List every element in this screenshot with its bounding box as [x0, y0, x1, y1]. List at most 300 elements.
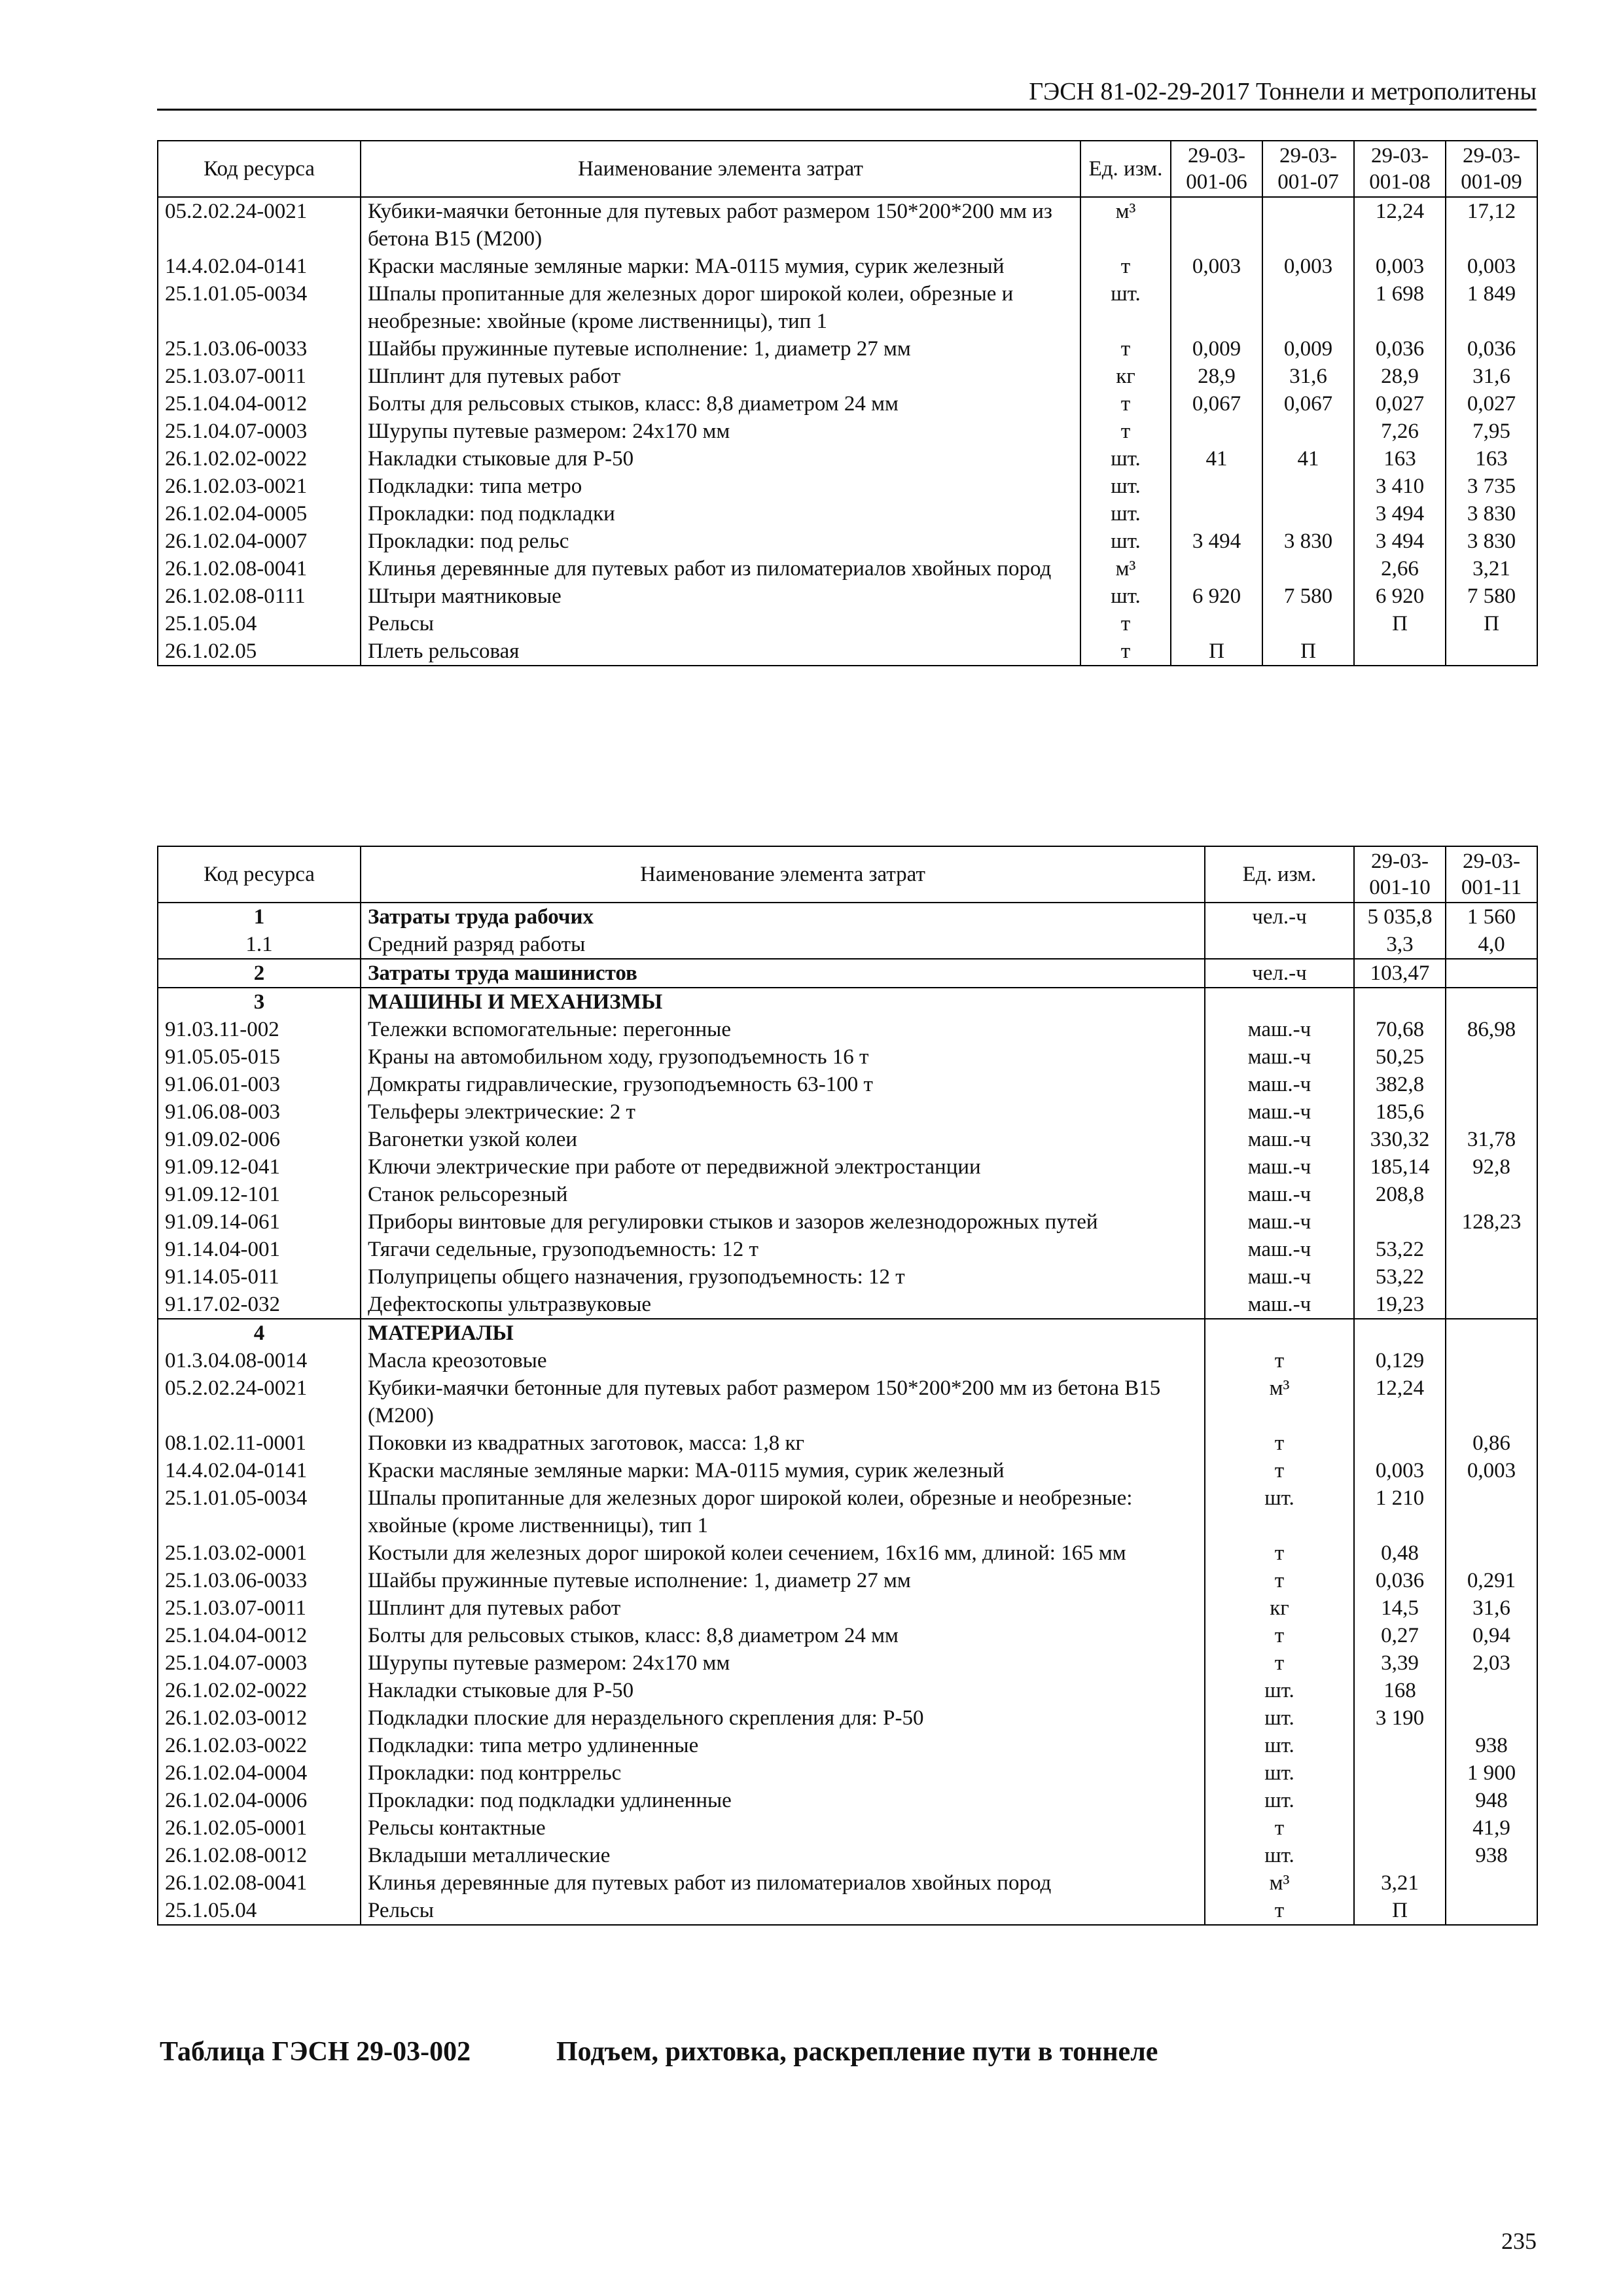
cost-element-name: Шайбы пружинные путевые исполнение: 1, диаметр 27 мм	[361, 335, 1080, 363]
norm-value	[1171, 610, 1262, 637]
norm-value: 330,32	[1354, 1126, 1446, 1153]
norm-value	[1446, 1704, 1537, 1732]
norm-value	[1171, 555, 1262, 583]
resource-code: 26.1.02.03-0012	[158, 1704, 361, 1732]
cost-element-name: Домкраты гидравлические, грузоподъемность 63-100 т	[361, 1071, 1205, 1098]
col-header-norm: 29-03-001-11	[1446, 846, 1537, 903]
table-row	[158, 1677, 1537, 1704]
section-table-title: Подъем, рихтовка, раскрепление пути в тоннеле	[556, 2037, 1158, 2067]
norm-value: 6 920	[1171, 583, 1262, 610]
unit: шт.	[1080, 583, 1171, 610]
table-row	[158, 1897, 1537, 1925]
norm-value: 3 830	[1262, 528, 1354, 555]
table-row	[158, 1347, 1537, 1374]
norm-value	[1446, 1484, 1537, 1539]
resource-code: 14.4.02.04-0141	[158, 1457, 361, 1484]
cost-element-name: Шпалы пропитанные для железных дорог широкой колеи, обрезные и необрезные: хвойные (кроме лиственницы), тип 1	[361, 1484, 1205, 1539]
table-row	[158, 1814, 1537, 1842]
resource-code: 25.1.03.07-0011	[158, 1594, 361, 1622]
norm-value: 185,6	[1354, 1098, 1446, 1126]
norm-value: 0,86	[1446, 1429, 1537, 1457]
norm-value: 4,0	[1446, 931, 1537, 959]
norm-value: 92,8	[1446, 1153, 1537, 1181]
norm-value: 7 580	[1446, 583, 1537, 610]
norm-value: 3 494	[1171, 528, 1262, 555]
norm-value	[1354, 1429, 1446, 1457]
table-row	[158, 445, 1537, 473]
cost-element-name: Подкладки: типа метро	[361, 473, 1080, 500]
table-row	[158, 1704, 1537, 1732]
resource-code: 91.09.02-006	[158, 1126, 361, 1153]
unit: т	[1080, 418, 1171, 445]
resource-code: 1	[158, 903, 361, 931]
running-header: ГЭСН 81-02-29-2017 Тоннели и метрополитены	[1029, 78, 1537, 105]
table-row	[158, 253, 1537, 280]
table-row	[158, 528, 1537, 555]
resource-code: 91.09.14-061	[158, 1208, 361, 1236]
cost-element-name: Болты для рельсовых стыков, класс: 8,8 диаметром 24 мм	[361, 1622, 1205, 1649]
unit: маш.-ч	[1205, 1043, 1354, 1071]
table-row	[158, 1732, 1537, 1759]
cost-element-name: Рельсы	[361, 610, 1080, 637]
resource-code: 26.1.02.04-0007	[158, 528, 361, 555]
unit	[1205, 931, 1354, 959]
cost-element-name: Подкладки: типа метро удлиненные	[361, 1732, 1205, 1759]
cost-element-name: Костыли для железных дорог широкой колеи сечением, 16х16 мм, длиной: 165 мм	[361, 1539, 1205, 1567]
norm-value	[1262, 555, 1354, 583]
unit: маш.-ч	[1205, 1263, 1354, 1291]
resource-code: 26.1.02.04-0004	[158, 1759, 361, 1787]
norm-value: 3 410	[1354, 473, 1446, 500]
norm-value	[1446, 1374, 1537, 1429]
norm-value: 0,291	[1446, 1567, 1537, 1594]
cost-element-name: Шплинт для путевых работ	[361, 1594, 1205, 1622]
table-row	[158, 280, 1537, 335]
norm-value	[1446, 1263, 1537, 1291]
table-row	[158, 1842, 1537, 1869]
cost-element-name: Вагонетки узкой колеи	[361, 1126, 1205, 1153]
resource-code: 08.1.02.11-0001	[158, 1429, 361, 1457]
norm-value: 0,036	[1446, 335, 1537, 363]
col-header-norm: 29-03-001-06	[1171, 141, 1262, 197]
resource-code: 25.1.03.02-0001	[158, 1539, 361, 1567]
unit: шт.	[1205, 1732, 1354, 1759]
norm-value: 0,003	[1171, 253, 1262, 280]
resource-code: 26.1.02.05-0001	[158, 1814, 361, 1842]
table-row	[158, 500, 1537, 528]
table-row	[158, 1208, 1537, 1236]
norm-value: 0,003	[1354, 1457, 1446, 1484]
resource-code: 25.1.05.04	[158, 1897, 361, 1925]
norm-value: 70,68	[1354, 1016, 1446, 1043]
norm-value: 2,03	[1446, 1649, 1537, 1677]
norm-value: 31,6	[1446, 1594, 1537, 1622]
table-header-row	[158, 141, 1537, 197]
table-row	[158, 1429, 1537, 1457]
norm-value: 3 830	[1446, 528, 1537, 555]
table-row	[158, 1319, 1537, 1347]
unit: маш.-ч	[1205, 1181, 1354, 1208]
norm-value: П	[1354, 1897, 1446, 1925]
cost-element-name: Вкладыши металлические	[361, 1842, 1205, 1869]
col-header-code: Код ресурса	[158, 846, 361, 903]
unit: м³	[1080, 197, 1171, 253]
unit: т	[1205, 1897, 1354, 1925]
unit: т	[1205, 1649, 1354, 1677]
norm-value	[1262, 280, 1354, 335]
cost-element-name: Накладки стыковые для Р-50	[361, 445, 1080, 473]
cost-element-name: Приборы винтовые для регулировки стыков и зазоров железнодорожных путей	[361, 1208, 1205, 1236]
norm-value: 1 698	[1354, 280, 1446, 335]
resource-code: 91.17.02-032	[158, 1291, 361, 1319]
norm-value: 53,22	[1354, 1236, 1446, 1263]
table-row	[158, 1869, 1537, 1897]
norm-value	[1262, 473, 1354, 500]
norm-value: 0,129	[1354, 1347, 1446, 1374]
unit: кг	[1205, 1594, 1354, 1622]
norm-value: 0,036	[1354, 335, 1446, 363]
resource-code: 25.1.03.06-0033	[158, 1567, 361, 1594]
cost-element-name: Шпалы пропитанные для железных дорог широкой колеи, обрезные и необрезные: хвойные (кроме лиственницы), тип 1	[361, 280, 1080, 335]
cost-element-name: Прокладки: под подкладки	[361, 500, 1080, 528]
resource-code: 91.14.05-011	[158, 1263, 361, 1291]
cost-element-name: Дефектоскопы ультразвуковые	[361, 1291, 1205, 1319]
norm-value: 208,8	[1354, 1181, 1446, 1208]
norm-value: 7,26	[1354, 418, 1446, 445]
norm-value: 938	[1446, 1732, 1537, 1759]
cost-element-name: Полуприцепы общего назначения, грузоподъемность: 12 т	[361, 1263, 1205, 1291]
table-row	[158, 1236, 1537, 1263]
norm-value	[1446, 1291, 1537, 1319]
norm-value: 12,24	[1354, 1374, 1446, 1429]
col-header-norm: 29-03-001-09	[1446, 141, 1537, 197]
cost-element-name: Кубики-маячки бетонные для путевых работ размером 150*200*200 мм из бетона В15 (М200)	[361, 197, 1080, 253]
norm-value: 163	[1446, 445, 1537, 473]
resource-code: 26.1.02.04-0005	[158, 500, 361, 528]
norm-value	[1354, 1208, 1446, 1236]
table-row	[158, 1016, 1537, 1043]
norm-value: 41,9	[1446, 1814, 1537, 1842]
resource-code: 91.05.05-015	[158, 1043, 361, 1071]
unit: т	[1205, 1457, 1354, 1484]
norm-value: 0,027	[1354, 390, 1446, 418]
unit: м³	[1205, 1374, 1354, 1429]
table-row	[158, 1539, 1537, 1567]
unit	[1205, 988, 1354, 1016]
table-row	[158, 1126, 1537, 1153]
norm-value: П	[1354, 610, 1446, 637]
norm-value: 0,067	[1262, 390, 1354, 418]
norm-value	[1354, 637, 1446, 666]
resource-code: 25.1.04.07-0003	[158, 1649, 361, 1677]
unit: т	[1080, 610, 1171, 637]
col-header-norm: 29-03-001-07	[1262, 141, 1354, 197]
norm-value	[1354, 1842, 1446, 1869]
table-row	[158, 1457, 1537, 1484]
cost-element-name: Клинья деревянные для путевых работ из пиломатериалов хвойных пород	[361, 1869, 1205, 1897]
norm-value: 128,23	[1446, 1208, 1537, 1236]
unit: шт.	[1080, 280, 1171, 335]
cost-element-name: Затраты труда рабочих	[361, 903, 1205, 931]
resource-table-2	[157, 846, 1538, 1926]
norm-value	[1446, 1347, 1537, 1374]
unit: шт.	[1080, 500, 1171, 528]
cost-element-name: Ключи электрические при работе от передвижной электростанции	[361, 1153, 1205, 1181]
resource-code: 1.1	[158, 931, 361, 959]
unit: т	[1205, 1347, 1354, 1374]
unit: кг	[1080, 363, 1171, 390]
norm-value: 163	[1354, 445, 1446, 473]
resource-code: 25.1.01.05-0034	[158, 1484, 361, 1539]
norm-value: 168	[1354, 1677, 1446, 1704]
resource-code: 26.1.02.05	[158, 637, 361, 666]
unit: шт.	[1205, 1677, 1354, 1704]
unit: маш.-ч	[1205, 1126, 1354, 1153]
cost-element-name: Краски масляные земляные марки: МА-0115 мумия, сурик железный	[361, 253, 1080, 280]
table-row	[158, 473, 1537, 500]
norm-value	[1446, 1319, 1537, 1347]
norm-value	[1171, 418, 1262, 445]
table-row	[158, 1787, 1537, 1814]
col-header-unit: Ед. изм.	[1080, 141, 1171, 197]
norm-value	[1446, 1236, 1537, 1263]
unit: т	[1205, 1567, 1354, 1594]
resource-code: 25.1.03.07-0011	[158, 363, 361, 390]
norm-value: 31,78	[1446, 1126, 1537, 1153]
norm-value	[1354, 988, 1446, 1016]
unit: т	[1205, 1539, 1354, 1567]
resource-code: 91.09.12-101	[158, 1181, 361, 1208]
norm-value: 50,25	[1354, 1043, 1446, 1071]
resource-code: 26.1.02.08-0041	[158, 555, 361, 583]
cost-element-name: Болты для рельсовых стыков, класс: 8,8 диаметром 24 мм	[361, 390, 1080, 418]
unit: шт.	[1205, 1842, 1354, 1869]
cost-element-name: Прокладки: под рельс	[361, 528, 1080, 555]
resource-code: 05.2.02.24-0021	[158, 1374, 361, 1429]
unit: т	[1080, 335, 1171, 363]
cost-element-name: Рельсы контактные	[361, 1814, 1205, 1842]
norm-value	[1171, 197, 1262, 253]
norm-value	[1446, 1869, 1537, 1897]
table-row	[158, 988, 1537, 1016]
norm-value: 28,9	[1171, 363, 1262, 390]
resource-code: 25.1.04.04-0012	[158, 1622, 361, 1649]
resource-code: 25.1.03.06-0033	[158, 335, 361, 363]
unit: шт.	[1080, 528, 1171, 555]
resource-code: 26.1.02.02-0022	[158, 1677, 361, 1704]
norm-value	[1446, 1897, 1537, 1925]
table-row	[158, 637, 1537, 666]
table-row	[158, 1098, 1537, 1126]
resource-code: 91.06.01-003	[158, 1071, 361, 1098]
resource-code: 25.1.01.05-0034	[158, 280, 361, 335]
table-row	[158, 1181, 1537, 1208]
norm-value	[1446, 1539, 1537, 1567]
resource-code: 25.1.04.04-0012	[158, 390, 361, 418]
norm-value: 3 735	[1446, 473, 1537, 500]
norm-value: 14,5	[1354, 1594, 1446, 1622]
norm-value: 3,21	[1354, 1869, 1446, 1897]
unit: маш.-ч	[1205, 1291, 1354, 1319]
cost-element-name: Шайбы пружинные путевые исполнение: 1, диаметр 27 мм	[361, 1567, 1205, 1594]
resource-code: 25.1.05.04	[158, 610, 361, 637]
table-row	[158, 1263, 1537, 1291]
cost-element-name: Плеть рельсовая	[361, 637, 1080, 666]
unit: шт.	[1205, 1759, 1354, 1787]
cost-element-name: Тельферы электрические: 2 т	[361, 1098, 1205, 1126]
norm-value: 6 920	[1354, 583, 1446, 610]
unit	[1205, 1319, 1354, 1347]
resource-code: 4	[158, 1319, 361, 1347]
col-header-name: Наименование элемента затрат	[361, 846, 1205, 903]
unit: шт.	[1205, 1787, 1354, 1814]
norm-value	[1446, 1071, 1537, 1098]
unit: маш.-ч	[1205, 1153, 1354, 1181]
table-row	[158, 555, 1537, 583]
table-row	[158, 418, 1537, 445]
cost-element-name: Шурупы путевые размером: 24х170 мм	[361, 1649, 1205, 1677]
resource-table-1	[157, 140, 1538, 666]
norm-value: 3 494	[1354, 528, 1446, 555]
unit: м³	[1080, 555, 1171, 583]
table-row	[158, 1759, 1537, 1787]
resource-code: 91.09.12-041	[158, 1153, 361, 1181]
cost-element-name: Тележки вспомогательные: перегонные	[361, 1016, 1205, 1043]
table-row	[158, 197, 1537, 253]
cost-element-name: Краски масляные земляные марки: МА-0115 мумия, сурик железный	[361, 1457, 1205, 1484]
norm-value	[1262, 418, 1354, 445]
col-header-norm: 29-03-001-10	[1354, 846, 1446, 903]
resource-code: 05.2.02.24-0021	[158, 197, 361, 253]
norm-value: 103,47	[1354, 959, 1446, 988]
table-row	[158, 959, 1537, 988]
norm-value: 185,14	[1354, 1153, 1446, 1181]
unit: чел.-ч	[1205, 959, 1354, 988]
resource-code: 01.3.04.08-0014	[158, 1347, 361, 1374]
norm-value: 12,24	[1354, 197, 1446, 253]
unit: т	[1205, 1814, 1354, 1842]
table-row	[158, 390, 1537, 418]
unit: т	[1205, 1429, 1354, 1457]
resource-code: 2	[158, 959, 361, 988]
table-row	[158, 610, 1537, 637]
norm-value	[1446, 1043, 1537, 1071]
norm-value: 3,39	[1354, 1649, 1446, 1677]
norm-value	[1446, 1181, 1537, 1208]
cost-element-name: Кубики-маячки бетонные для путевых работ размером 150*200*200 мм из бетона В15 (М200)	[361, 1374, 1205, 1429]
norm-value: 3 830	[1446, 500, 1537, 528]
norm-value: 0,48	[1354, 1539, 1446, 1567]
resource-code: 26.1.02.03-0021	[158, 473, 361, 500]
norm-value: 3 494	[1354, 500, 1446, 528]
table-row	[158, 363, 1537, 390]
norm-value: 0,009	[1262, 335, 1354, 363]
col-header-unit: Ед. изм.	[1205, 846, 1354, 903]
norm-value: 3,3	[1354, 931, 1446, 959]
norm-value: П	[1262, 637, 1354, 666]
col-header-norm: 29-03-001-08	[1354, 141, 1446, 197]
resource-code: 26.1.02.08-0111	[158, 583, 361, 610]
col-header-code: Код ресурса	[158, 141, 361, 197]
cost-element-name: Шурупы путевые размером: 24х170 мм	[361, 418, 1080, 445]
norm-value: 0,27	[1354, 1622, 1446, 1649]
norm-value: 19,23	[1354, 1291, 1446, 1319]
unit: маш.-ч	[1205, 1016, 1354, 1043]
cost-element-name: Средний разряд работы	[361, 931, 1205, 959]
table-row	[158, 1567, 1537, 1594]
unit: т	[1080, 253, 1171, 280]
norm-value: 382,8	[1354, 1071, 1446, 1098]
norm-value: 31,6	[1262, 363, 1354, 390]
table-row	[158, 1484, 1537, 1539]
unit: маш.-ч	[1205, 1208, 1354, 1236]
table-row	[158, 1043, 1537, 1071]
table-row	[158, 903, 1537, 931]
norm-value: 1 849	[1446, 280, 1537, 335]
unit: чел.-ч	[1205, 903, 1354, 931]
norm-value	[1354, 1319, 1446, 1347]
norm-value	[1446, 1677, 1537, 1704]
section-title	[160, 2036, 1158, 2068]
norm-value: 0,027	[1446, 390, 1537, 418]
norm-value	[1171, 473, 1262, 500]
table-row	[158, 1071, 1537, 1098]
header-divider	[157, 109, 1537, 111]
norm-value: 1 900	[1446, 1759, 1537, 1787]
norm-value: 5 035,8	[1354, 903, 1446, 931]
norm-value: 41	[1171, 445, 1262, 473]
resource-code: 91.03.11-002	[158, 1016, 361, 1043]
resource-code: 14.4.02.04-0141	[158, 253, 361, 280]
unit: шт.	[1080, 473, 1171, 500]
unit: т	[1080, 390, 1171, 418]
norm-value: 86,98	[1446, 1016, 1537, 1043]
cost-element-name: Рельсы	[361, 1897, 1205, 1925]
norm-value: 0,067	[1171, 390, 1262, 418]
unit: м³	[1205, 1869, 1354, 1897]
table-row	[158, 1649, 1537, 1677]
table-row	[158, 1153, 1537, 1181]
norm-value: П	[1171, 637, 1262, 666]
unit: т	[1080, 637, 1171, 666]
cost-element-name: Тягачи седельные, грузоподъемность: 12 т	[361, 1236, 1205, 1263]
unit: маш.-ч	[1205, 1071, 1354, 1098]
resource-code: 91.06.08-003	[158, 1098, 361, 1126]
col-header-name: Наименование элемента затрат	[361, 141, 1080, 197]
norm-value	[1262, 610, 1354, 637]
table-row	[158, 931, 1537, 959]
table-row	[158, 583, 1537, 610]
norm-value: 948	[1446, 1787, 1537, 1814]
cost-element-name: Станок рельсорезный	[361, 1181, 1205, 1208]
table-row	[158, 335, 1537, 363]
resource-code: 26.1.02.03-0022	[158, 1732, 361, 1759]
norm-value	[1446, 959, 1537, 988]
norm-value: 2,66	[1354, 555, 1446, 583]
norm-value: 0,003	[1354, 253, 1446, 280]
unit: маш.-ч	[1205, 1098, 1354, 1126]
unit: шт.	[1205, 1704, 1354, 1732]
unit: шт.	[1080, 445, 1171, 473]
cost-element-name: МАТЕРИАЛЫ	[361, 1319, 1205, 1347]
table-row	[158, 1622, 1537, 1649]
cost-element-name: Прокладки: под подкладки удлиненные	[361, 1787, 1205, 1814]
cost-element-name: Поковки из квадратных заготовок, масса: 1,8 кг	[361, 1429, 1205, 1457]
section-table-code: Таблица ГЭСН 29-03-002	[160, 2037, 471, 2067]
norm-value: 3,21	[1446, 555, 1537, 583]
resource-code: 3	[158, 988, 361, 1016]
norm-value: П	[1446, 610, 1537, 637]
